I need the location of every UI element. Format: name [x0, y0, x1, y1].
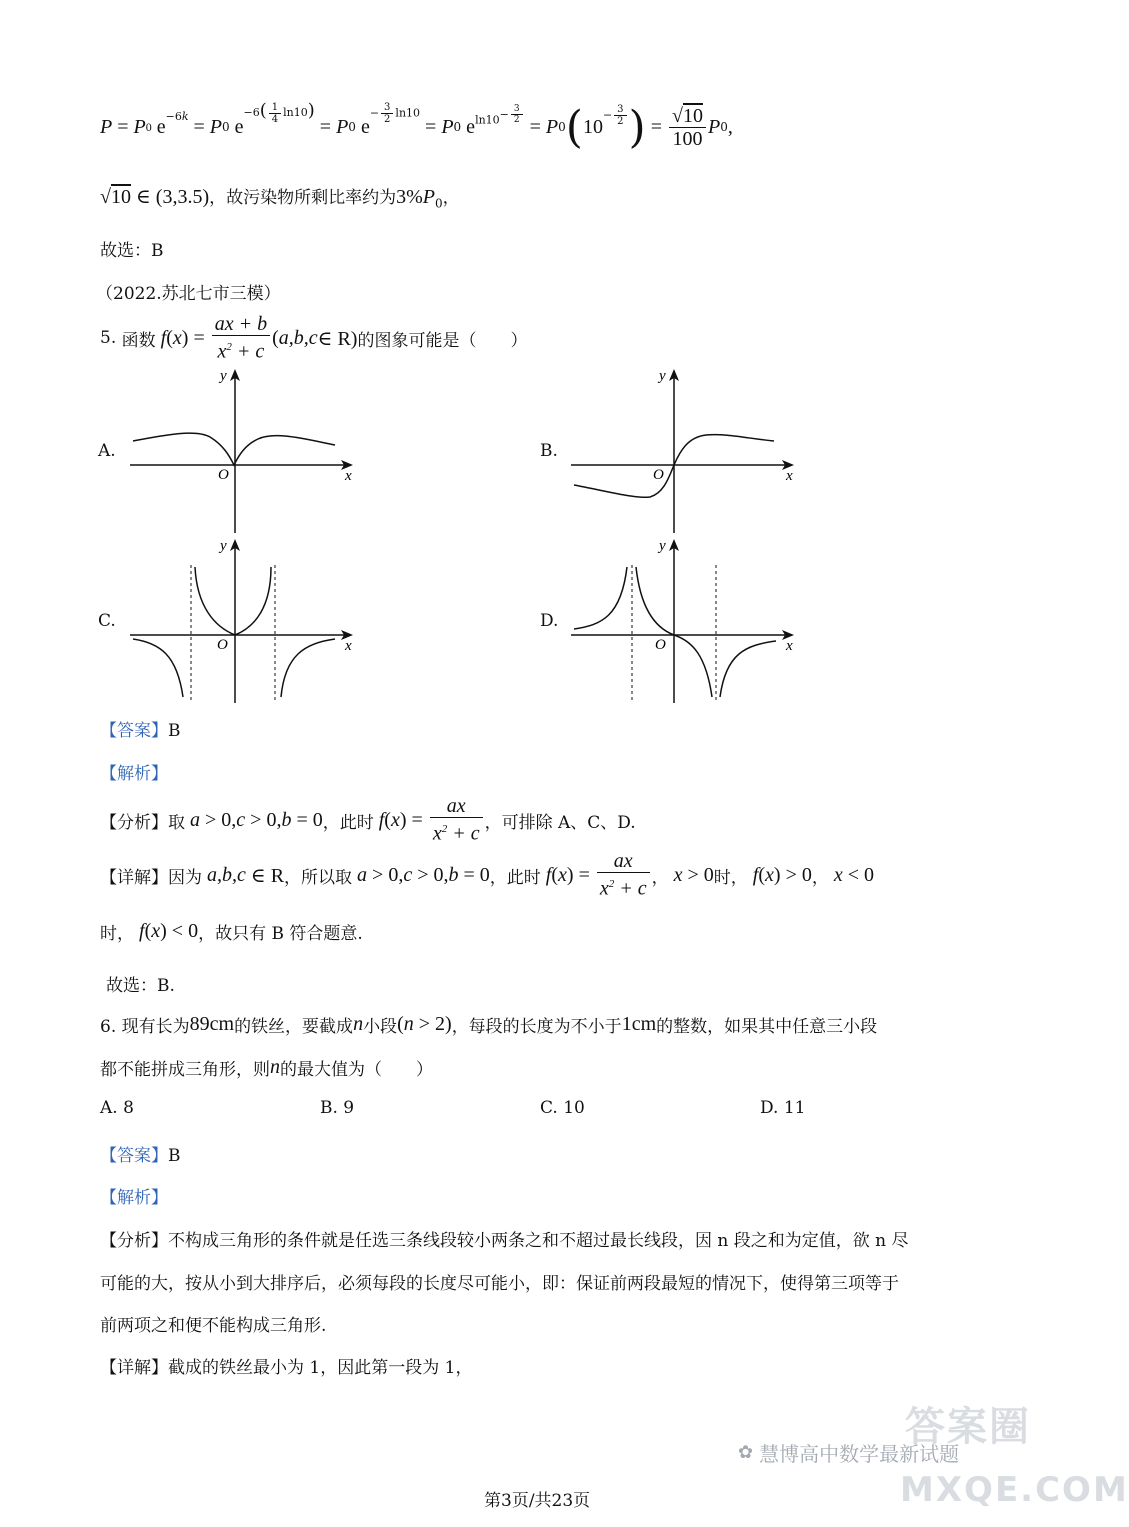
svg-text:x: x	[345, 468, 352, 484]
svg-text:x: x	[786, 638, 793, 654]
fenxi-text: 不构成三角形的条件就是任选三条线段较小两条之和不超过最长线段，因 n 段之和为定值，欲 n 尽	[168, 1231, 909, 1251]
svg-text:x: x	[786, 468, 793, 484]
svg-text:O: O	[217, 637, 228, 653]
xj-text-a: 因为	[168, 867, 202, 888]
option-b-label: B.	[540, 441, 558, 461]
q6-text-e: 的整数，如果其中任意三小段	[656, 1017, 878, 1037]
option-d-label: D.	[540, 611, 559, 631]
q5-prefix: 函数	[121, 330, 156, 351]
graph-d	[566, 535, 806, 705]
fenxi-tag: 【分析】	[100, 1231, 168, 1251]
q6-stem-line1: 6. 现有长为 89cm 的铁丝，要截成 n 小段 (n > 2) ，每段的长度为不小于 1cm 的整数，如果其中任意三小段	[100, 1013, 878, 1037]
graph-c	[125, 535, 365, 705]
q6-stem-line2: 都不能拼成三角形，则 n 的最大值为（ ）	[100, 1056, 433, 1080]
q6-option-d: D. 11	[760, 1098, 806, 1118]
equation-line: P = P 0 e $^{-6k}$ = P 0 e $^{-6( \frac{1}{4} ln10)}$ = P 0 e $^{- \frac{3}{2} ln10}$ = P 0 e $^{ln10- \frac{3}{2}}$ = P 0 ( 10 $^{- \frac{3}{2}}$ ) = $\frac{√10}{100}$ P 0 ,	[100, 100, 733, 153]
fenxi-text-c: ，可排除 A、C、D.	[484, 812, 636, 833]
xj-text-b: ，所以取	[284, 867, 353, 888]
answer-value: B	[168, 721, 181, 741]
svg-text:y: y	[659, 368, 666, 384]
q5-answer	[100, 716, 181, 741]
q6-text-g: 的最大值为（ ）	[280, 1060, 433, 1080]
q6-option-c: C. 10	[540, 1098, 585, 1118]
answer-tag: 【答案】	[100, 721, 168, 741]
xj-line2-a: 时，	[100, 923, 134, 944]
wechat-icon: ✿	[738, 1442, 754, 1463]
site-watermark: MXQE.COM	[900, 1470, 1129, 1510]
answer-tag: 【答案】	[100, 1146, 168, 1166]
xiangjie-tag: 【详解】	[100, 1358, 168, 1378]
svg-text:O: O	[655, 637, 666, 653]
graph-a	[125, 365, 365, 535]
q4-choice: 故选：B	[100, 241, 164, 261]
svg-text:O: O	[218, 467, 229, 483]
q6-option-a: A. 8	[100, 1098, 134, 1118]
fenxi-text-a: 取	[168, 812, 185, 833]
svg-text:O: O	[653, 467, 664, 483]
q6-fenxi-line2: 可能的大，按从小到大排序后，必须每段的长度尽可能小，即：保证前两段最短的情况下，使得第三项等于	[100, 1274, 899, 1294]
xiangjie-tag: 【详解】	[100, 867, 168, 888]
source-tag: （2022.苏北七市三模）	[96, 284, 281, 304]
xj-text-c: ，此时	[489, 867, 541, 888]
option-c-label: C.	[98, 611, 116, 631]
q6-fenxi-line3: 前两项之和便不能构成三角形.	[100, 1316, 327, 1336]
q6-analysis-tag: 【解析】	[100, 1188, 168, 1208]
q6-text-c: 小段	[363, 1017, 398, 1037]
q6-option-b: B. 9	[320, 1098, 355, 1118]
fenxi-text-b: ，此时	[322, 812, 374, 833]
q6-answer	[100, 1141, 181, 1166]
xj-text-d: 时，	[713, 867, 748, 888]
fenxi-tag: 【分析】	[100, 812, 168, 833]
q6-xiangjie	[100, 1353, 472, 1378]
q5-choice: 故选：B.	[106, 976, 175, 996]
graph-b	[566, 365, 806, 535]
q5-fenxi: 【分析】 取 a > 0, c > 0, b = 0 ，此时 f ( x ) = $\frac{ax}{x^2 + c}$ ，可排除 A、C、D.	[100, 795, 636, 845]
q5-analysis-tag: 【解析】	[100, 764, 168, 784]
q5-suffix: 的图象可能是（ ）	[357, 330, 528, 351]
sqrt10-line: √10 ∈ (3,3.5)，故污染物所剩比率约为$3\%P_0$，	[100, 186, 460, 211]
answer-value: B	[168, 1146, 181, 1166]
q6-text-f: 都不能拼成三角形，则	[100, 1060, 270, 1080]
logo-watermark: 答案圈	[905, 1403, 1031, 1450]
page-footer: 第3页/共23页	[484, 1491, 591, 1511]
q5-xiangjie-line1: 【详解】 因为 a,b,c ∈ R ，所以取 a > 0, c > 0, b = 0 ，此时 f ( x ) = $\frac{ax}{x^2 + c}$ ， x > 0 时， f ( x ) > 0 ， x < 0	[100, 850, 875, 900]
xj-line2-b: ，故只有 B 符合题意.	[198, 923, 363, 944]
q6-text-a: 6. 现有长为	[100, 1017, 190, 1037]
q5-number: 5.	[100, 328, 117, 348]
wechat-account: 慧博高中数学最新试题	[759, 1442, 960, 1466]
svg-text:y: y	[659, 538, 666, 554]
q5-stem: 5. 函数 f ( x ) = $\frac{ax + b}{x^2 + c}$ ( a,b,c ∈ R) 的图象可能是（ ）	[100, 313, 528, 363]
q5-xiangjie-line2: 时， f ( x ) < 0 ，故只有 B 符合题意.	[100, 919, 363, 944]
q6-text-b: 的铁丝，要截成	[234, 1017, 354, 1037]
svg-text:x: x	[345, 638, 352, 654]
q6-fenxi-line1	[100, 1226, 909, 1251]
svg-text:y: y	[220, 538, 227, 554]
svg-text:y: y	[220, 368, 227, 384]
option-a-label: A.	[98, 441, 116, 461]
xiangjie-text: 截成的铁丝最小为 1，因此第一段为 1，	[168, 1358, 473, 1378]
q6-text-d: ，每段的长度为不小于	[451, 1017, 622, 1037]
